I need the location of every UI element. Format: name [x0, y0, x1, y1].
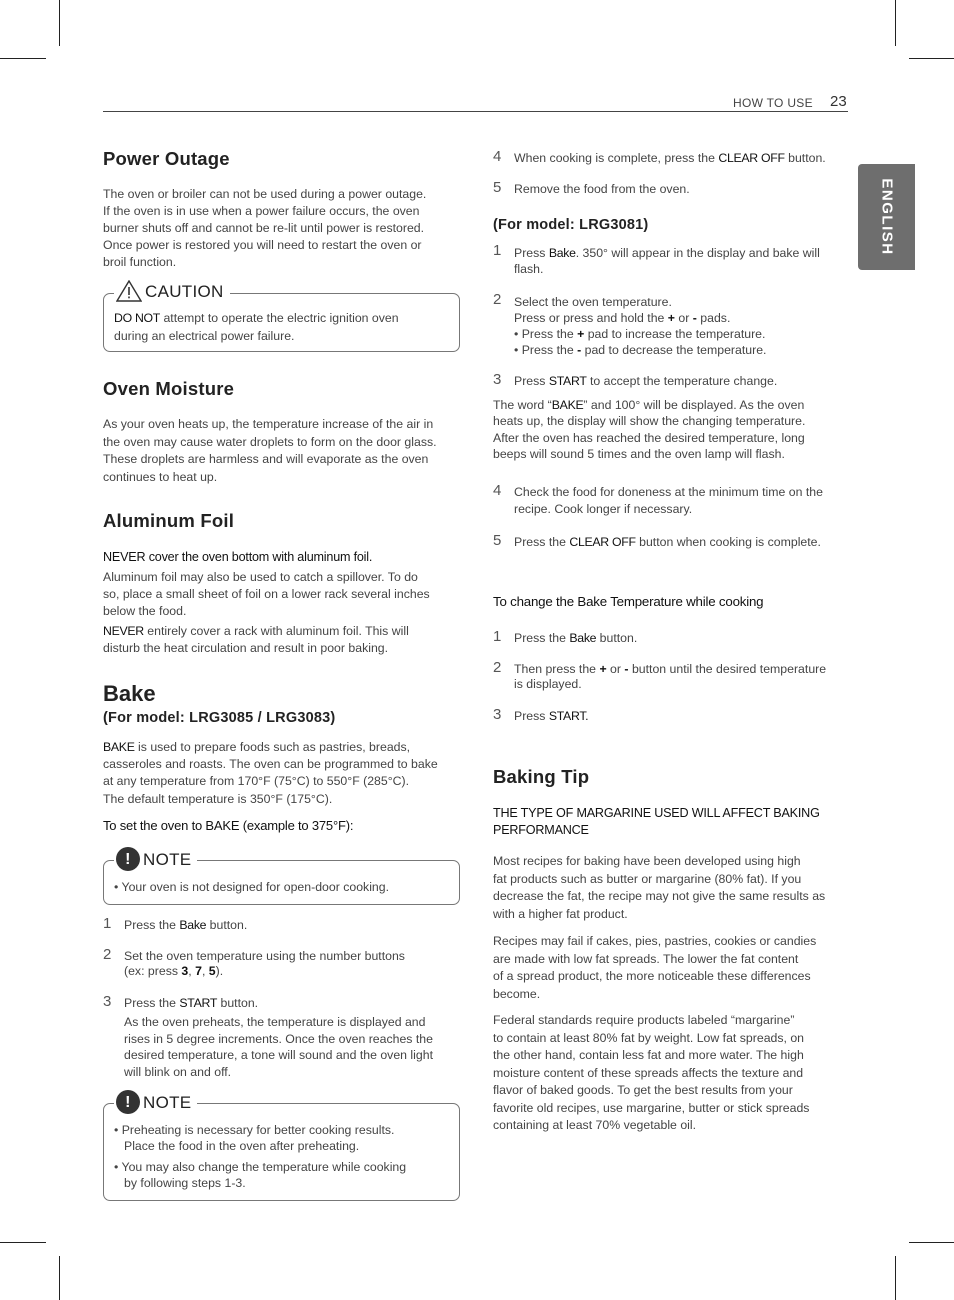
text-line: fat products such as butter or margarine (80% fat). If you [493, 871, 802, 886]
minus-key: - [577, 343, 582, 357]
step-text: . 350° will appear in the display and bake will [575, 246, 820, 260]
step-number: 1 [493, 242, 502, 259]
step-text: Check the food for doneness at the minimum time on the [514, 485, 823, 499]
power-outage-text [103, 186, 460, 271]
step-text: Press the [514, 535, 570, 549]
text-line: below the food. [103, 604, 187, 618]
step-text: to accept the temperature change. [586, 374, 778, 388]
minus-key: - [624, 662, 629, 676]
plus-key: + [667, 311, 675, 325]
text-line: Aluminum foil may also be used to catch a spillover. To do [103, 570, 418, 584]
note-label: NOTE [143, 849, 192, 869]
text-line: containing at least 70% vegetable oil. [493, 1118, 697, 1132]
step-number: 2 [103, 946, 112, 963]
start-key: START [548, 374, 587, 388]
start-key: START [179, 996, 218, 1010]
text-line: Recipes may fail if cakes, pies, pastries, cookies or candies [493, 934, 817, 948]
step-number: 2 [493, 659, 502, 676]
note-label: NOTE [143, 1092, 192, 1112]
step-text: Remove the food from the oven. [514, 182, 690, 196]
page-number: 23 [830, 93, 847, 110]
text-line: Once power is restored you will need to restart the oven or [103, 238, 422, 252]
note-text: • Your oven is not designed for open-door cooking. [114, 880, 390, 894]
power-outage-title: Power Outage [103, 148, 230, 169]
text-line: with a higher fat product. [493, 906, 628, 921]
aluminum-foil-title: Aluminum Foil [103, 510, 235, 531]
step-text: Select the oven temperature. [514, 295, 672, 309]
foil-never-text [103, 623, 460, 657]
text-line: entirely cover a rack with aluminum foil. This will [143, 624, 409, 638]
caution-title [114, 280, 230, 302]
text-line: flavor of baked goods. To get the best results from your [493, 1083, 793, 1097]
step-text: Set the oven temperature using the number buttons [124, 949, 405, 963]
caution-box [103, 281, 460, 352]
text-line: the oven may cause water droplets to form on the door glass. [103, 434, 437, 449]
step-text: flash. [514, 262, 544, 276]
step-text: Press or press and hold the [514, 311, 668, 325]
step-text: or [606, 662, 625, 676]
text-line: continues to heat up. [103, 469, 218, 484]
clear-off-key: CLEAR OFF [718, 151, 785, 165]
text-line: After the oven has reached the desired temperature, long [493, 430, 805, 445]
text-line: at any temperature from 170°F (75°C) to 550°F (285°C). [103, 774, 410, 789]
step-text: Press [514, 246, 549, 260]
text-line: Most recipes for baking have been developed using high [493, 854, 801, 868]
step-text: Press [514, 709, 549, 723]
text-line: PERFORMANCE [493, 823, 589, 837]
bake-display-text [493, 397, 849, 463]
language-tab [858, 164, 915, 270]
step-text: Press the [124, 996, 180, 1010]
text-line: casseroles and roasts. The oven can be programmed to bake [103, 757, 438, 772]
step-text: When cooking is complete, press the [514, 151, 719, 165]
plus-key: + [577, 327, 585, 341]
text-line: are made with low fat spreads. The lower the fat content [493, 951, 799, 966]
step-text: button. [596, 631, 638, 645]
step-number: 2 [493, 291, 502, 308]
step-text: As the oven preheats, the temperature is displayed and [124, 1015, 426, 1029]
text-line: The default temperature is 350°F (175°C). [103, 791, 333, 806]
bake-intro [103, 739, 460, 808]
minus-key: - [692, 311, 697, 325]
step-text: ). [215, 964, 224, 978]
right-column [493, 0, 849, 1300]
left-column [103, 0, 460, 1300]
text-line: THE TYPE OF MARGARINE USED WILL AFFECT BAKING [493, 806, 820, 820]
note-title [114, 1090, 197, 1114]
plus-key: + [599, 662, 607, 676]
step-text: , [188, 964, 196, 978]
crop-mark [909, 58, 954, 59]
text-line: favorite old recipes, use margarine, butter or stick spreads [493, 1100, 810, 1115]
text-line: decrease the fat, the recipe may not give the same results as [493, 889, 826, 903]
crop-mark [909, 1242, 954, 1243]
oven-moisture-text [103, 416, 460, 486]
text-line: Federal standards require products labeled “margarine” [493, 1013, 795, 1027]
bake-key: Bake [179, 918, 207, 932]
text-line: ” and 100° will be displayed. As the oven [583, 398, 805, 412]
set-bake-heading: To set the oven to BAKE (example to 375°F): [103, 818, 354, 833]
step-text: button. [206, 918, 248, 932]
bake-keyword: BAKE [103, 740, 135, 754]
step-number: 4 [493, 482, 502, 499]
oven-moisture-title: Oven Moisture [103, 378, 235, 399]
caution-label: CAUTION [145, 281, 224, 301]
crop-mark [895, 1256, 896, 1300]
bake-key: Bake [569, 631, 597, 645]
step-number: 4 [493, 148, 502, 165]
note-text: by following steps 1-3. [124, 1176, 246, 1190]
crop-mark [59, 0, 60, 46]
text-line: If the oven is in use when a power failure occurs, the oven [103, 204, 420, 218]
note-box [103, 849, 460, 905]
clear-off-key: CLEAR OFF [569, 535, 636, 549]
caution-text: during an electrical power failure. [114, 329, 295, 343]
step-text: rises in 5 degree increments. Once the oven reaches the [124, 1031, 433, 1046]
note-text: • You may also change the temperature while cooking [114, 1160, 407, 1174]
crop-mark [895, 0, 896, 46]
baking-tip-paragraph-1 [493, 853, 849, 923]
note-text: Place the food in the oven after preheating. [124, 1139, 360, 1153]
bake-title: Bake [103, 681, 156, 706]
crop-mark [0, 1242, 46, 1243]
step-text: pad to increase the temperature. [584, 327, 766, 341]
exclamation-icon: ! [116, 847, 140, 871]
margarine-warning [493, 805, 849, 839]
step-number: 3 [493, 371, 502, 388]
text-line: is used to prepare foods such as pastries, breads, [134, 740, 411, 754]
bake-keyword: BAKE [551, 398, 584, 412]
warning-triangle-icon [116, 280, 142, 302]
baking-tip-paragraph-3 [493, 1012, 849, 1135]
step-text: button when cooking is complete. [635, 535, 821, 549]
step-text: Then press the [514, 662, 600, 676]
step-text: Press the [514, 631, 570, 645]
step-number: 5 [493, 532, 502, 549]
step-text: will blink on and off. [124, 1064, 232, 1079]
step-number: 3 [103, 993, 112, 1010]
change-temp-heading: To change the Bake Temperature while cooking [493, 594, 764, 609]
text-line: burner shuts off and cannot be re-lit until power is restored. [103, 221, 425, 235]
baking-tip-paragraph-2 [493, 933, 849, 1003]
step-number: 3 [493, 706, 502, 723]
step-text: Press [514, 374, 549, 388]
text-line: The oven or broiler can not be used during a power outage. [103, 187, 427, 201]
step-text: recipe. Cook longer if necessary. [514, 502, 693, 516]
note-text: • Preheating is necessary for better cooking results. [114, 1123, 395, 1137]
crop-mark [59, 1256, 60, 1300]
note-title [114, 847, 197, 871]
caution-text: attempt to operate the electric ignition oven [160, 311, 399, 325]
crop-mark [0, 58, 46, 59]
text-line: the other hand, contain less fat and more water. The high [493, 1048, 804, 1062]
step-text: button until the desired temperature [628, 662, 827, 676]
step-text: • Press the [514, 343, 578, 357]
note-box [103, 1092, 460, 1201]
text-line: As your oven heats up, the temperature increase of the air in [103, 417, 434, 431]
step-text: pads. [696, 311, 731, 325]
text-line: These droplets are harmless and will evaporate as the oven [103, 452, 429, 466]
step-text: • Press the [514, 327, 578, 341]
step-text: or [674, 311, 693, 325]
foil-text [103, 569, 460, 620]
number-key: 3 [181, 964, 189, 978]
step-number: 1 [103, 915, 112, 932]
foil-warning: NEVER cover the oven bottom with aluminum foil. [103, 550, 373, 564]
text-line: moisture content of these spreads affects the texture and [493, 1065, 804, 1080]
language-tab-label: ENGLISH [878, 178, 895, 256]
exclamation-icon: ! [116, 1090, 140, 1114]
never-keyword: NEVER [103, 624, 144, 638]
step-number: 1 [493, 628, 502, 645]
step-text: button. [217, 996, 259, 1010]
number-key: 5 [208, 964, 216, 978]
text-line: of a spread product, the more noticeable these differences [493, 969, 811, 983]
text-line: to contain at least 80% fat by weight. Low fat spreads, on [493, 1030, 805, 1045]
text-line: broil function. [103, 255, 177, 269]
baking-tip-title: Baking Tip [493, 766, 590, 787]
step-text: , [201, 964, 209, 978]
text-line: beeps will sound 5 times and the oven lamp will flash. [493, 447, 785, 462]
step-text: button. [784, 151, 826, 165]
model-heading: (For model: LRG3081) [493, 217, 649, 233]
text-line: so, place a small sheet of foil on a lower rack several inches [103, 587, 430, 601]
step-text: Press the [124, 918, 180, 932]
step-text: pad to decrease the temperature. [581, 343, 767, 357]
header-section: HOW TO USE [733, 96, 813, 110]
do-not-keyword: DO NOT [114, 311, 161, 325]
start-key: START. [548, 709, 589, 723]
text-line: heats up, the display will show the changing temperature. [493, 414, 806, 429]
text-line: become. [493, 986, 541, 1001]
text-line: The word “ [493, 398, 552, 412]
step-text: (ex: press [124, 964, 182, 978]
step-number: 5 [493, 179, 502, 196]
bake-model: (For model: LRG3085 / LRG3083) [103, 710, 336, 726]
number-key: 7 [195, 964, 202, 978]
step-text: desired temperature, a tone will sound and the oven light [124, 1048, 433, 1062]
step-text: is displayed. [514, 677, 582, 691]
text-line: disturb the heat circulation and result in poor baking. [103, 641, 389, 655]
bake-key: Bake [548, 246, 576, 260]
